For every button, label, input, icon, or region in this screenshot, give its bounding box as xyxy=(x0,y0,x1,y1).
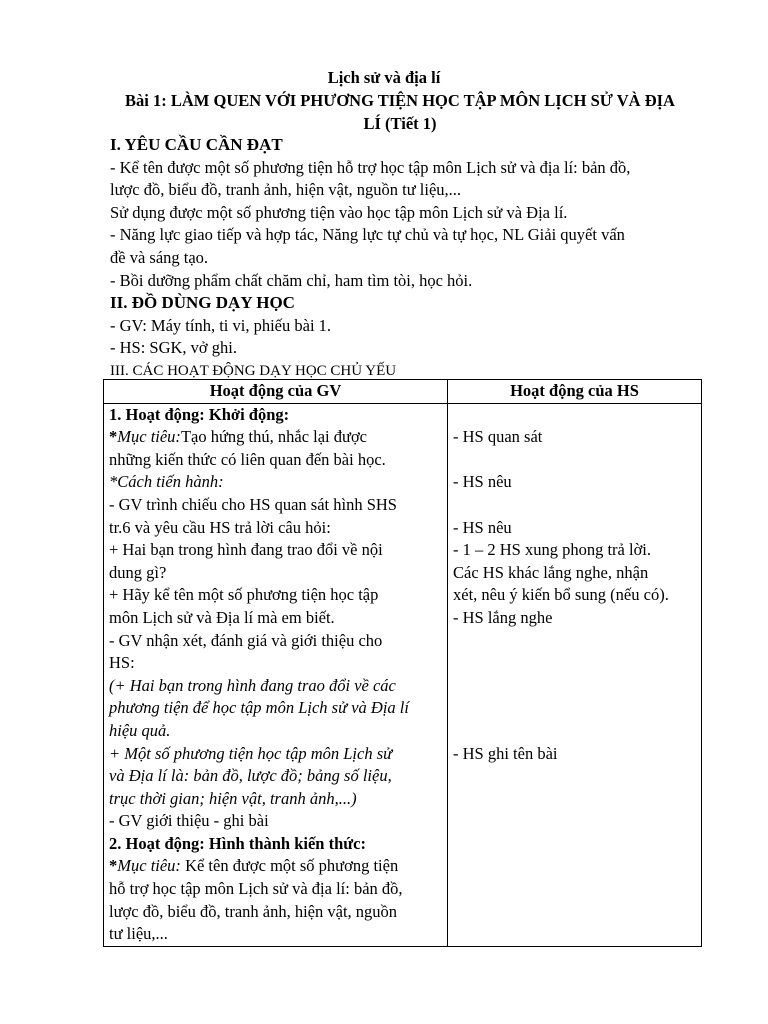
hs-line: - HS nêu xyxy=(453,517,512,537)
section-1-heading: I. YÊU CẦU CẦN ĐẠT xyxy=(110,135,283,154)
section-1-line: Sử dụng được một số phương tiện vào học tập môn Lịch sử và Địa lí. xyxy=(110,202,568,222)
cach-tien-hanh-label: *Cách tiến hành: xyxy=(109,472,224,492)
gv-line: HS: xyxy=(109,653,135,673)
section-2-heading: II. ĐỒ DÙNG DẠY HỌC xyxy=(110,293,295,313)
gv-italic-line: và Địa lí là: bản đồ, lược đồ; bảng số liệu, xyxy=(109,766,392,786)
hs-line: - HS lắng nghe xyxy=(453,607,553,627)
section-2-line: - GV: Máy tính, ti vi, phiếu bài 1. xyxy=(110,315,332,335)
section-1-line: đề và sáng tạo. xyxy=(110,247,209,267)
gv-line: tư liệu,... xyxy=(109,924,168,944)
muc-tieu-2-line xyxy=(109,855,442,878)
gv-line: hỗ trợ học tập môn Lịch sử và địa lí: bản đồ, xyxy=(109,879,403,899)
document-body xyxy=(110,134,710,383)
muc-tieu-text: Tạo hứng thú, nhắc lại được xyxy=(180,427,367,447)
gv-cell xyxy=(104,403,448,946)
table-row xyxy=(104,403,702,946)
section-3-heading: III. CÁC HOẠT ĐỘNG DẠY HỌC CHỦ YẾU xyxy=(110,362,397,379)
gv-line: môn Lịch sử và Địa lí mà em biết. xyxy=(109,607,335,627)
lesson-title xyxy=(100,90,700,135)
gv-line: lược đồ, biểu đồ, tranh ảnh, hiện vật, nguồn xyxy=(109,901,398,921)
hs-cell xyxy=(448,403,702,946)
section-1-line: - Kể tên được một số phương tiện hỗ trợ học tập môn Lịch sử và địa lí: bản đồ, xyxy=(110,157,631,177)
subject-title: Lịch sử và địa lí xyxy=(327,68,441,87)
hs-line: - 1 – 2 HS xung phong trả lời. xyxy=(453,540,652,560)
gv-line: - GV nhận xét, đánh giá và giới thiệu cho xyxy=(109,630,383,650)
gv-line: dung gì? xyxy=(109,562,167,582)
section-1-line: - Bồi dưỡng phẩm chất chăm chỉ, ham tìm tòi, học hỏi. xyxy=(110,270,473,290)
gv-italic-line: trục thời gian; hiện vật, tranh ảnh,...) xyxy=(109,788,357,808)
lesson-title-line2: LÍ (Tiết 1) xyxy=(363,113,437,133)
gv-line: + Hai bạn trong hình đang trao đổi về nội xyxy=(109,540,383,560)
section-1-line: lược đồ, biểu đồ, tranh ảnh, hiện vật, nguồn tư liệu,... xyxy=(110,180,462,200)
star: * xyxy=(109,856,118,876)
lesson-title-line1: Bài 1: LÀM QUEN VỚI PHƯƠNG TIỆN HỌC TẬP MÔN LỊCH SỬ VÀ ĐỊA xyxy=(125,91,675,110)
hs-line: Các HS khác lắng nghe, nhận xyxy=(453,562,649,582)
header-hs: Hoạt động của HS xyxy=(448,380,702,404)
muc-tieu-2-label: Mục tiêu: xyxy=(117,856,181,876)
gv-line: - GV trình chiếu cho HS quan sát hình SHS xyxy=(109,494,397,514)
gv-italic-line: (+ Hai bạn trong hình đang trao đổi về các xyxy=(109,675,396,695)
gv-line: những kiến thức có liên quan đến bài học. xyxy=(109,449,386,469)
gv-line: - GV giới thiệu - ghi bài xyxy=(109,811,269,831)
gv-line: + Hãy kể tên một số phương tiện học tập xyxy=(109,585,379,605)
section-2-line: - HS: SGK, vở ghi. xyxy=(110,338,237,358)
activities-table xyxy=(103,379,702,947)
muc-tieu-line xyxy=(109,426,442,449)
section-1-line: - Năng lực giao tiếp và hợp tác, Năng lực tự chủ và tự học, NL Giải quyết vấn xyxy=(110,225,625,245)
gv-line: tr.6 và yêu cầu HS trả lời câu hỏi: xyxy=(109,517,331,537)
hs-line: - HS ghi tên bài xyxy=(453,743,558,763)
header-gv: Hoạt động của GV xyxy=(104,380,448,404)
activity-2-title: 2. Hoạt động: Hình thành kiến thức: xyxy=(109,833,366,853)
muc-tieu-2-text: Kể tên được một số phương tiện xyxy=(180,856,399,876)
gv-italic-line: phương tiện để học tập môn Lịch sử và Địa lí xyxy=(109,698,409,718)
table-header-row xyxy=(104,380,702,404)
muc-tieu-label: Mục tiêu: xyxy=(117,427,181,447)
hs-line: xét, nêu ý kiến bổ sung (nếu có). xyxy=(453,585,669,605)
gv-italic-line: + Một số phương tiện học tập môn Lịch sử xyxy=(109,743,393,763)
gv-italic-line: hiệu quả. xyxy=(109,720,171,740)
activity-1-title: 1. Hoạt động: Khởi động: xyxy=(109,404,290,424)
star: * xyxy=(109,427,118,447)
hs-line: - HS quan sát xyxy=(453,427,543,447)
hs-line: - HS nêu xyxy=(453,472,512,492)
